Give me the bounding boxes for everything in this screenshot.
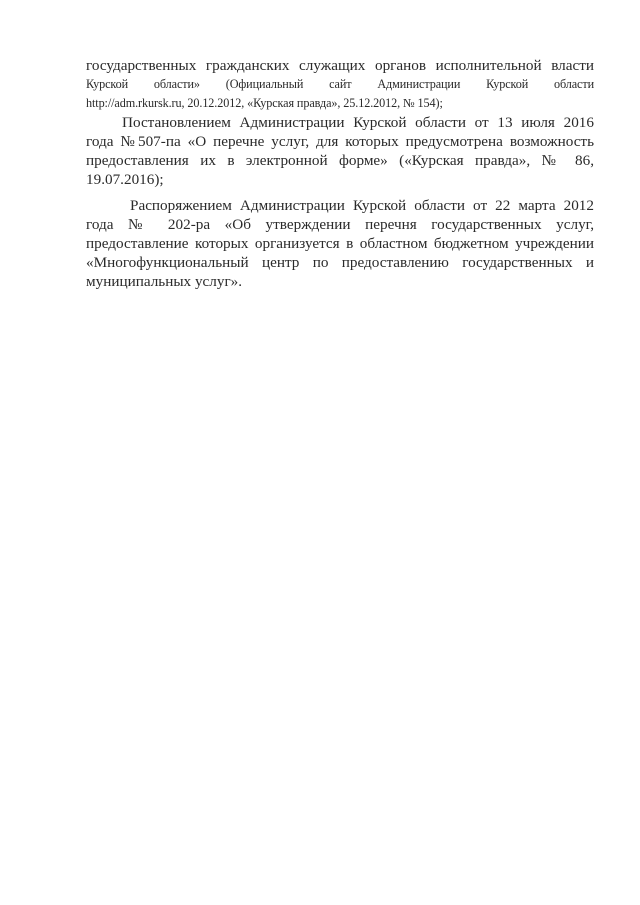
paragraph-resolution-507 xyxy=(86,113,594,189)
text-line: 19.07.2016); xyxy=(86,171,164,188)
document-body xyxy=(86,56,594,291)
text-line: предоставления их в электронной форме» («Курская правда», № 86, xyxy=(86,152,594,169)
paragraph-order-202 xyxy=(86,196,594,291)
text-line: Постановлением Администрации Курской области от 13 июля 2016 xyxy=(122,114,594,131)
text-line: года № 202-ра «Об утверждении перечня государственных услуг, xyxy=(86,216,594,233)
paragraph-continuation xyxy=(86,56,594,113)
text-line: года №507-па «О перечне услуг, для которых предусмотрена возможность xyxy=(86,133,594,150)
text-line: государственных гражданских служащих органов исполнительной власти xyxy=(86,57,594,74)
text-line: «Многофункциональный центр по предоставлению государственных и xyxy=(86,254,594,271)
text-line: http://adm.rkursk.ru, 20.12.2012, «Курская правда», 25.12.2012, № 154); xyxy=(86,96,443,110)
text-line: муниципальных услуг». xyxy=(86,273,243,290)
text-line: предоставление которых организуется в областном бюджетном учреждении xyxy=(86,235,594,252)
text-line: Курской области» (Официальный сайт Администрации Курской области xyxy=(86,77,594,91)
text-line: Распоряжением Администрации Курской области от 22 марта 2012 xyxy=(130,197,594,214)
